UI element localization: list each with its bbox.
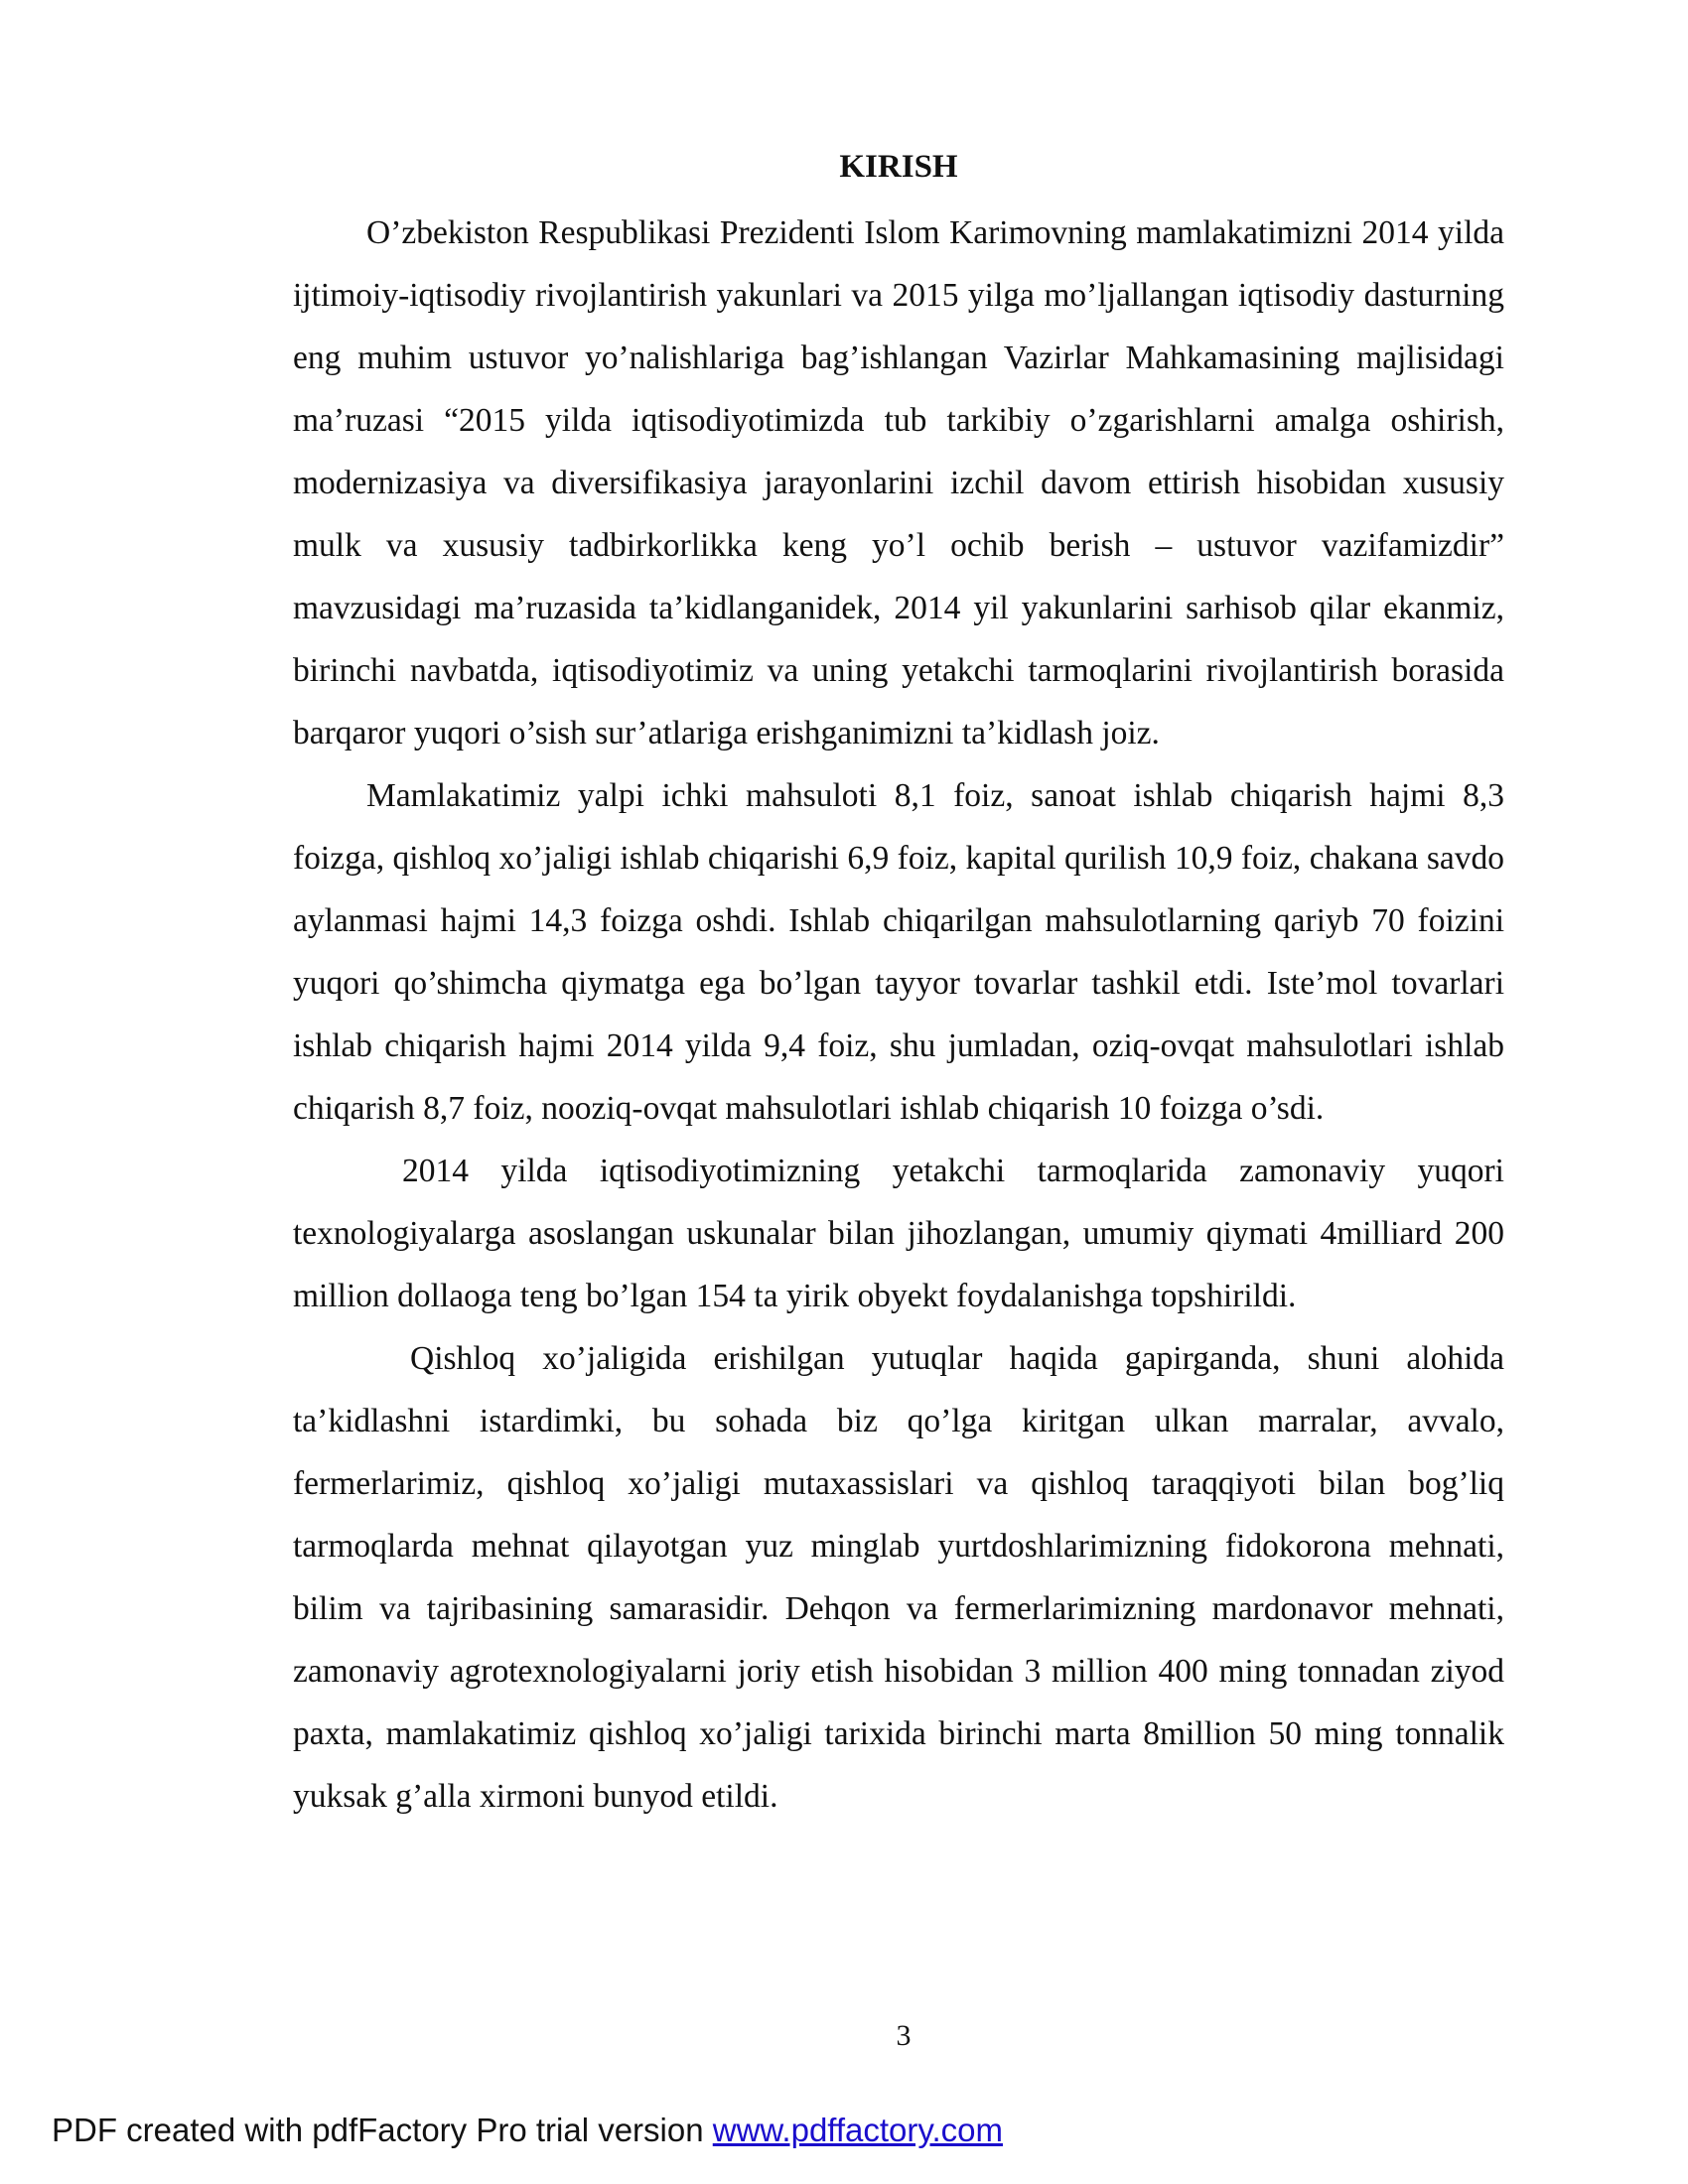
page-number: 3 (896, 2019, 912, 2052)
section-heading: KIRISH (839, 149, 958, 185)
paragraph: 2014 yilda iqtisodiyotimizning yetakchi tarmoqlarida zamonaviy yuqori texnologiyalarga asoslangan uskunalar bilan jihozlangan, umumiy qiymati 4milliard 200 million dollaoga teng bo’lgan 154 ta yirik obyekt foydalanishga topshirildi. (293, 1153, 1504, 1314)
paragraph: O’zbekiston Respublikasi Prezidenti Islom Karimovning mamlakatimizni 2014 yilda ijtimoiy-iqtisodiy rivojlantirish yakunlari va 2015 yilga mo’ljallangan iqtisodiy dasturning eng muhim ustuvor yo’nalishlariga bag’ishlangan Vazirlar Mahkamasining majlisidagi ma’ruzasi “2015 yilda iqtisodiyotimizda tub tarkibiy o’zgarishlarni amalga oshirish, modernizasiya va diversifikasiya jarayonlarini izchil davom ettirish hisobidan xususiy mulk va xususiy tadbirkorlikka keng yo’l ochib berish – ustuvor vazifamizdir” mavzusidagi ma’ruzasida ta’kidlanganidek, 2014 yil yakunlarini sarhisob qilar ekanmiz, birinchi navbatda, iqtisodiyotimiz va uning yetakchi tarmoqlarini rivojlantirish borasida barqaror yuqori o’sish sur’atlariga erishganimizni ta’kidlash joiz. (293, 214, 1504, 751)
pdf-watermark-footer (52, 2111, 1003, 2150)
footer-link[interactable]: www.pdffactory.com (712, 2112, 1003, 2148)
paragraph: Qishloq xo’jaligida erishilgan yutuqlar haqida gapirganda, shuni alohida ta’kidlashni istardimki, bu sohada biz qo’lga kiritgan ulkan marralar, avvalo, fermerlarimiz, qishloq xo’jaligi mutaxassislari va qishloq taraqqiyoti bilan bog’liq tarmoqlarda mehnat qilayotgan yuz minglab yurtdoshlarimizning fidokorona mehnati, bilim va tajribasining samarasidir. Dehqon va fermerlarimizning mardonavor mehnati, zamonaviy agrotexnologiyalarni joriy etish hisobidan 3 million 400 ming tonnadan ziyod paxta, mamlakatimiz qishloq xo’jaligi tarixida birinchi marta 8million 50 ming tonnalik yuksak g’alla xirmoni bunyod etildi. (293, 1340, 1504, 1815)
paragraph: Mamlakatimiz yalpi ichki mahsuloti 8,1 foiz, sanoat ishlab chiqarish hajmi 8,3 foizga, qishloq xo’jaligi ishlab chiqarishi 6,9 foiz, kapital qurilish 10,9 foiz, chakana savdo aylanmasi hajmi 14,3 foizga oshdi. Ishlab chiqarilgan mahsulotlarning qariyb 70 foizini yuqori qo’shimcha qiymatga ega bo’lgan tayyor tovarlar tashkil etdi. Iste’mol tovarlari ishlab chiqarish hajmi 2014 yilda 9,4 foiz, shu jumladan, oziq-ovqat mahsulotlari ishlab chiqarish 8,7 foiz, nooziq-ovqat mahsulotlari ishlab chiqarish 10 foizga o’sdi. (293, 777, 1504, 1127)
footer-text: PDF created with pdfFactory Pro trial version (52, 2112, 713, 2148)
body-text (293, 202, 1504, 1828)
